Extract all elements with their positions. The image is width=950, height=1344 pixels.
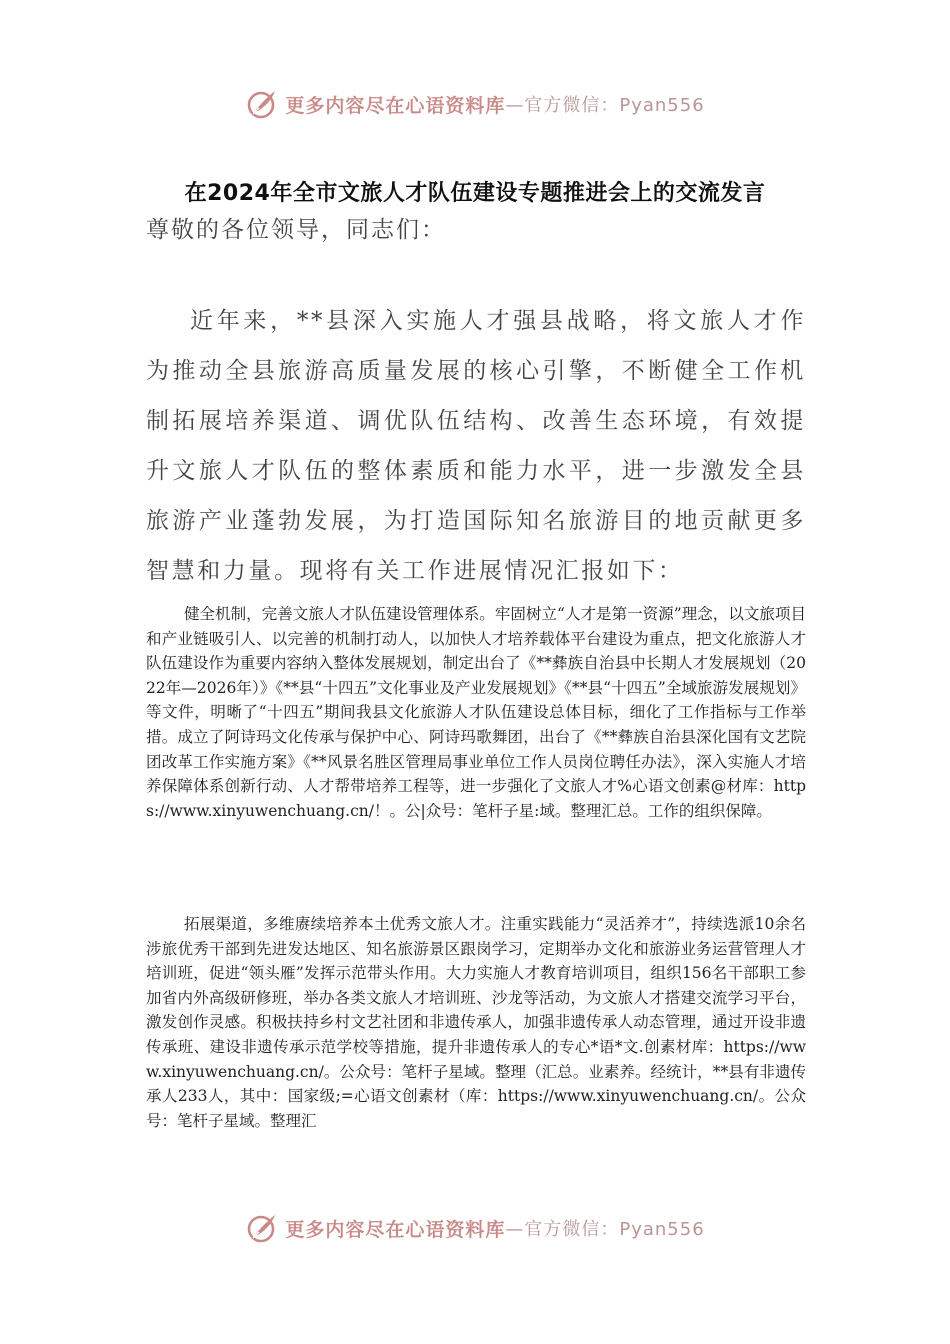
watermark-official-account: —官方微信：Pyan556 (505, 1219, 705, 1240)
header-watermark-banner (0, 84, 950, 124)
document-title: 在2024年全市文旅人才队伍建设专题推进会上的交流发言 (184, 181, 766, 206)
body-paragraph-mechanism: 健全机制，完善文旅人才队伍建设管理体系。牢固树立“人才是第一资源”理念，以文旅项目和产业链吸引人、以完善的机制打动人，以加快人才培养载体平台建设为重点，把文化旅游人才队伍建设作为重要内容纳入整体发展规划，制定出台了《**彝族自治县中长期人才发展规划（2022年—2026年）》《**县“十四五”文化事业及产业发展规划》《**县“十四五”全域旅游发展规划》等文件，明晰了“十四五”期间我县文化旅游人才队伍建设总体目标，细化了工作指标与工作举措。成立了阿诗玛文化传承与保护中心、阿诗玛歌舞团，出台了《**彝族自治县深化国有文艺院团改革工作实施方案》《**风景名胜区管理局事业单位工作人员岗位聘任办法》，深入实施人才培养保障体系创新行动、人才帮带培养工程等，进一步强化了文旅人才%心语文创素@材库：https://www.xinyuwenchuang.cn/！。公|众号：笔杆子星:域。整理汇总。工作的组织保障。 (146, 605, 806, 820)
body-paragraph-channels: 拓展渠道，多维赓续培养本土优秀文旅人才。注重实践能力“灵活养才”，持续选派10余名涉旅优秀干部到先进发达地区、知名旅游景区跟岗学习，定期举办文化和旅游业务运营管理人才培训班，促进“领头雁”发挥示范带头作用。大力实施人才教育培训项目，组织156名干部职工参加省内外高级研修班，举办各类文旅人才培训班、沙龙等活动，为文旅人才搭建交流学习平台，激发创作灵感。积极扶持乡村文艺社团和非遗传承人，加强非遗传承人动态管理，通过开设非遗传承班、建设非遗传承示范学校等措施，提升非遗传承人的专心*语*文.创素材库：https://www.xinyuwenchuang.cn/。公众号：笔杆子星域。整理（汇总。业素养。经统计，**县有非遗传承人233人，其中：国家级;=心语文创素材（库：https://www.xinyuwenchuang.cn/。公众号：笔杆子星域。整理汇 (146, 915, 806, 1130)
footer-watermark-banner (0, 1208, 950, 1248)
quill-in-circle-icon (245, 1211, 279, 1245)
quill-in-circle-icon (245, 87, 279, 121)
salutation: 尊敬的各位领导，同志们： (146, 217, 446, 243)
watermark-brand-text: 更多内容尽在心语资料库 (285, 94, 506, 117)
intro-paragraph: 近年来，**县深入实施人才强县战略，将文旅人才作为推动全县旅游高质量发展的核心引擎，不断健全工作机制拓展培养渠道、调优队伍结构、改善生态环境，有效提升文旅人才队伍的整体素质和能力水平，进一步激发全县旅游产业蓬勃发展，为打造国际知名旅游目的地贡献更多智慧和力量。现将有关工作进展情况汇报如下： (146, 308, 806, 584)
watermark-official-account: —官方微信：Pyan556 (505, 95, 705, 116)
watermark-brand-text: 更多内容尽在心语资料库 (285, 1218, 506, 1241)
